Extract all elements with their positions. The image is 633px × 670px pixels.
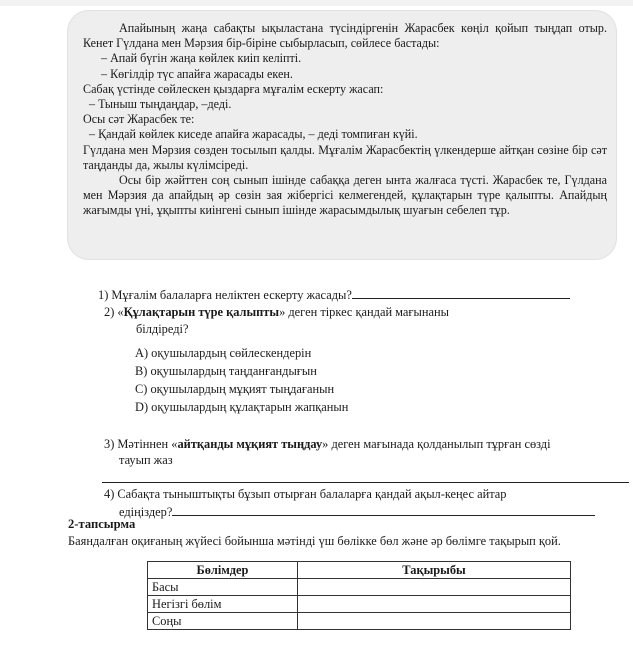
table-header-titles: Тақырыбы — [298, 562, 571, 579]
option-a[interactable]: А) оқушылардың сөйлескендерін — [135, 346, 312, 360]
question-3 — [104, 437, 551, 453]
question-2-number: 2) « — [104, 305, 124, 319]
answer-line-1[interactable] — [352, 286, 570, 299]
table-cell-title-input[interactable] — [298, 613, 571, 630]
answer-line-4[interactable] — [172, 503, 595, 516]
question-3-rest: » деген мағынада қолданылып тұрған сөзді — [322, 437, 551, 451]
task-2-instruction: Баяндалған оқиғаның жүйесі бойынша мәтінді үш бөлікке бөл және әр бөлімге тақырып қой. — [68, 534, 561, 548]
table-header-row — [148, 562, 571, 579]
answer-table — [147, 561, 571, 630]
table-header-sections: Бөлімдер — [148, 562, 298, 579]
question-1-text: 1) Мұғалім балаларға неліктен ескерту жасады? — [98, 288, 352, 302]
passage-paragraph-3: Осы бір жәйттен соң сынып ішінде сабаққа деген ынта жалғаса түсті. Жарасбек те, Гүлдана мен Мәрзия да апайдың әр сөзін зая жібергісі келмегендей, құлақтарын түре қалыпты. Апайдың жағымды үні, ұқыпты киінгені сынып ішінде жарасымдылық шуағын себелеп тұр. — [83, 173, 607, 218]
question-2 — [104, 305, 449, 321]
table-cell-section: Соңы — [148, 613, 298, 630]
question-3-phrase: айтқанды мұқият тыңдау — [177, 437, 323, 451]
option-d[interactable]: D) оқушылардың құлақтарын жапқанын — [135, 400, 349, 414]
question-3-number: 3) Мәтіннен « — [104, 437, 178, 451]
page-top-edge — [0, 0, 633, 6]
table-cell-title-input[interactable] — [298, 579, 571, 596]
table-row — [148, 579, 571, 596]
passage-line-1: – Апай бүгін жаңа көйлек киіп келіпті. — [101, 51, 302, 66]
option-b[interactable]: В) оқушылардың таңданғандығын — [135, 364, 317, 378]
table-cell-section: Негізгі бөлім — [148, 596, 298, 613]
task-2-title: 2-тапсырма — [68, 517, 136, 531]
table-cell-title-input[interactable] — [298, 596, 571, 613]
question-1 — [98, 286, 570, 304]
passage-line-3: Сабақ үстінде сөйлескен қыздарға мұғалім ескерту жасап: — [83, 81, 384, 96]
table-row — [148, 613, 571, 630]
table-row — [148, 596, 571, 613]
reading-passage — [67, 10, 617, 260]
answer-line-3[interactable] — [102, 482, 629, 483]
passage-paragraph-1: Апайының жаңа сабақты ықыластана түсіндіргенін Жарасбек көңіл қойып тыңдап отыр. Кенет Гүлдана мен Мәрзия бір-біріне сыбырласып, сөйлесе бастады: — [83, 21, 607, 51]
question-4-continuation-text: едіңіздер? — [119, 505, 173, 519]
passage-line-5: Осы сәт Жарасбек те: — [83, 112, 195, 127]
question-4-continuation — [119, 503, 595, 521]
question-4: 4) Сабақта тыныштықты бұзып отырған балаларға қандай ақыл-кеңес айтар — [104, 487, 507, 501]
question-2-continuation: білдіреді? — [136, 322, 189, 336]
question-2-phrase: Құлақтарын түре қалыпты — [123, 305, 280, 319]
passage-paragraph-2: Гүлдана мен Мәрзия сөзден тосылып қалды. Мұғалім Жарасбектің үлкендерше айтқан сөзіне бір сәт таңданды да, жылы күлімсіреді. — [83, 142, 607, 172]
option-c[interactable]: С) оқушылардың мұқият тыңдағанын — [135, 382, 335, 396]
passage-line-2: – Көгілдір түс апайға жарасады екен. — [101, 66, 293, 81]
passage-line-4: – Тыныш тыңдаңдар, –деді. — [89, 97, 232, 112]
question-2-rest: » деген тіркес қандай мағынаны — [279, 305, 449, 319]
question-3-continuation: тауып жаз — [119, 453, 173, 467]
passage-line-6: – Қандай көйлек киседе апайға жарасады, – деді томпиған күйі. — [89, 127, 418, 142]
table-cell-section: Басы — [148, 579, 298, 596]
